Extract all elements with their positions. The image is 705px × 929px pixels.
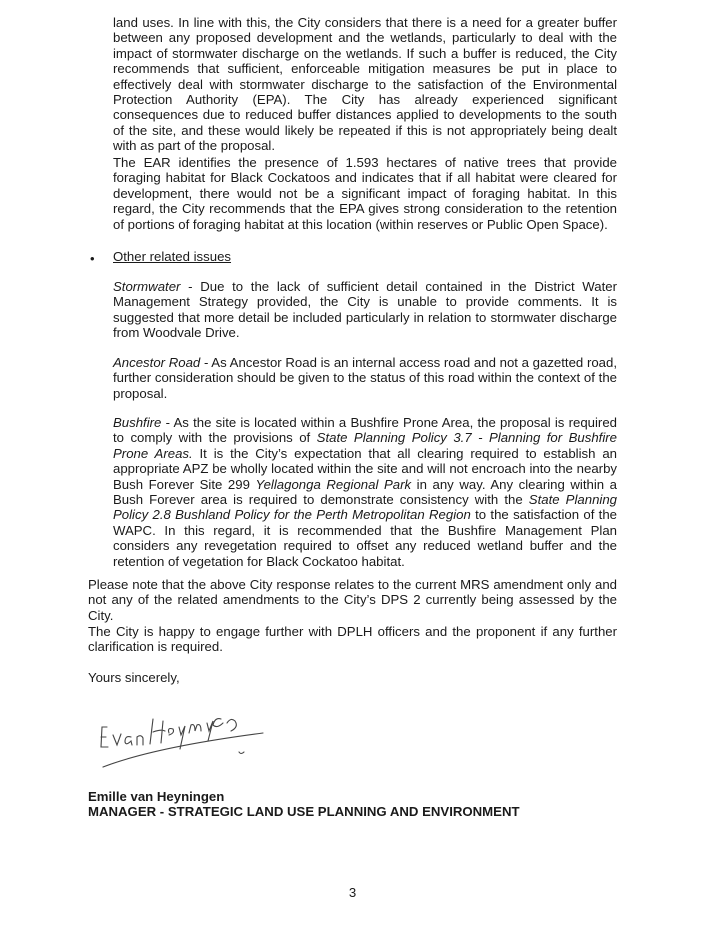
signature-image <box>95 697 275 775</box>
paragraph-bushfire: Bushfire - As the site is located within a Bushfire Prone Area, the proposal is required to comply with the provisions of State Planning Policy 3.7 - Planning for Bushfire Prone Areas. It is the City’s expectation that all clearing required to establish an appropriate APZ be wholly located within the site and will not encroach into the nearby Bush Forever Site 299 Yellagonga Regional Park in any way. Any clearing within a Bush Forever area is required to demonstrate consistency with the State Planning Policy 2.8 Bushland Policy for the Perth Metropolitan Region to the satisfaction of the WAPC. In this regard, it is recommended that the Bushfire Management Plan considers any revegetation required to offset any reduced wetland buffer and the retention of vegetation for Black Cockatoo habitat. <box>113 415 617 569</box>
page-number: 3 <box>348 885 357 900</box>
signatory-name: Emille van Heyningen <box>88 789 225 804</box>
label-stormwater: Stormwater <box>113 279 181 294</box>
paragraph-engage: The City is happy to engage further with DPLH officers and the proponent if any further clarification is required. <box>88 624 617 655</box>
label-bushfire: Bushfire <box>113 415 162 430</box>
paragraph-stormwater: Stormwater - Due to the lack of sufficient detail contained in the District Water Management Strategy provided, the City is unable to provide comments. It is suggested that more detail be included particularly in relation to stormwater discharge from Woodvale Drive. <box>113 279 617 341</box>
paragraph-ear: The EAR identifies the presence of 1.593 hectares of native trees that provide foraging habitat for Black Cockatoos and indicates that if all habitat were cleared for development, there would not be a significant impact of foraging habitat. In this regard, the City recommends that the EPA gives strong consideration to the retention of portions of foraging habitat at this location (within reserves or Public Open Space). <box>113 155 617 232</box>
closing: Yours sincerely, <box>88 670 180 685</box>
bullet-icon: • <box>90 251 95 266</box>
paragraph-buffer: land uses. In line with this, the City considers that there is a need for a greater buffer between any proposed development and the wetlands, particularly to deal with the impact of stormwater discharge on the wetlands. If such a buffer is reduced, the City recommends that sufficient, enforceable mitigation measures be put in place to effectively deal with stormwater discharge to the satisfaction of the Environmental Protection Authority (EPA). The City has already experienced significant consequences due to reduced buffer distances applied to developments to the south of the site, and these would likely be repeated if this is not appropriately being dealt with as part of the proposal. <box>113 15 617 154</box>
signature-icon <box>95 697 275 772</box>
label-ancestor-road: Ancestor Road <box>113 355 201 370</box>
paragraph-note: Please note that the above City response relates to the current MRS amendment only and not any of the related amendments to the City’s DPS 2 currently being assessed by the City. <box>88 577 617 623</box>
section-heading-other-issues: Other related issues <box>113 249 232 264</box>
signatory-title: MANAGER - STRATEGIC LAND USE PLANNING AND ENVIRONMENT <box>88 804 520 819</box>
paragraph-ancestor-road: Ancestor Road - As Ancestor Road is an internal access road and not a gazetted road, further consideration should be given to the status of this road within the context of the proposal. <box>113 355 618 401</box>
